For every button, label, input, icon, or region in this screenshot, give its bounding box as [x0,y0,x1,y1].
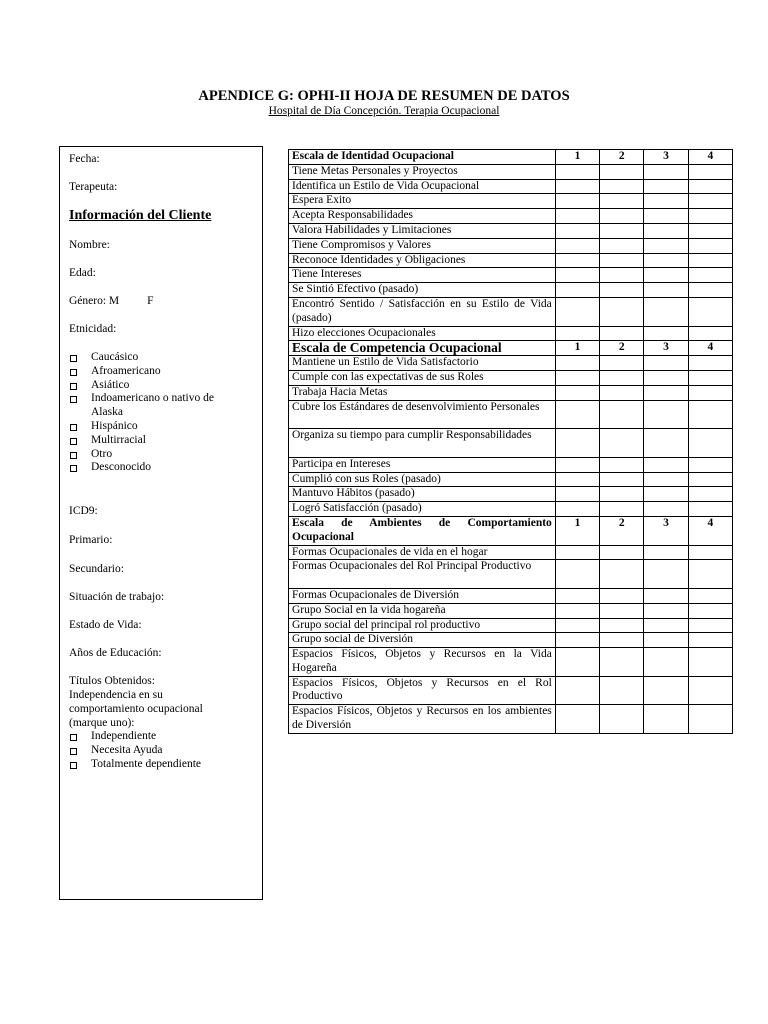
scale-item-label: Formas Ocupacionales del Rol Principal Productivo [289,560,556,589]
scale-item-row [289,238,733,253]
scale-item-row [289,194,733,209]
primario-field[interactable]: Primario: [69,534,113,546]
rating-header-4: 4 [688,341,732,356]
scale-item-row [289,253,733,268]
rating-cell-3[interactable] [644,545,688,560]
ethnicity-option[interactable]: Hispánico [69,420,259,434]
rating-cell-4[interactable] [688,297,732,326]
scale-item-row [289,297,733,326]
scale-header-identity: Escala de Identidad Ocupacional [289,150,556,165]
icd9-field[interactable]: ICD9: [69,505,98,517]
rating-cell-2[interactable] [600,385,644,400]
rating-cell-2[interactable] [600,253,644,268]
rating-cell-1[interactable] [555,633,599,648]
scale-item-label: Identifica un Estilo de Vida Ocupacional [289,179,556,194]
rating-cell-1[interactable] [555,457,599,472]
scale-header-row-competence [289,341,733,356]
rating-cell-3[interactable] [644,633,688,648]
rating-cell-2[interactable] [600,429,644,458]
rating-cell-2[interactable] [600,502,644,517]
rating-header-3: 3 [644,516,688,545]
rating-cell-1[interactable] [555,268,599,283]
rating-cell-2[interactable] [600,223,644,238]
rating-cell-2[interactable] [600,209,644,224]
scale-item-row [289,472,733,487]
rating-header-2: 2 [600,150,644,165]
scale-header-row-environment [289,516,733,545]
rating-cell-2[interactable] [600,705,644,734]
rating-cell-4[interactable] [688,194,732,209]
rating-cell-2[interactable] [600,560,644,589]
rating-cell-1[interactable] [555,370,599,385]
ophi-scales-table [288,149,733,734]
rating-cell-2[interactable] [600,545,644,560]
scale-item-row [289,179,733,194]
scale-item-label: Tiene Compromisos y Valores [289,238,556,253]
scale-item-label: Espacios Físicos, Objetos y Recursos en los ambientes de Diversión [289,705,556,734]
scale-item-label: Grupo social de Diversión [289,633,556,648]
rating-cell-1[interactable] [555,297,599,326]
scale-item-row [289,370,733,385]
rating-cell-4[interactable] [688,705,732,734]
rating-cell-4[interactable] [688,676,732,705]
rating-cell-4[interactable] [688,385,732,400]
rating-cell-3[interactable] [644,326,688,341]
rating-cell-3[interactable] [644,472,688,487]
rating-cell-4[interactable] [688,648,732,677]
scale-item-label: Cumple con las expectativas de sus Roles [289,370,556,385]
scale-header-competence: Escala de Competencia Ocupacional [289,341,556,356]
scale-item-label: Cubre los Estándares de desenvolvimiento Personales [289,400,556,429]
rating-cell-1[interactable] [555,223,599,238]
rating-cell-1[interactable] [555,603,599,618]
rating-cell-2[interactable] [600,603,644,618]
scale-item-row [289,648,733,677]
scale-item-row [289,326,733,341]
scale-item-label: Acepta Responsabilidades [289,209,556,224]
rating-cell-3[interactable] [644,502,688,517]
rating-cell-4[interactable] [688,603,732,618]
rating-cell-1[interactable] [555,326,599,341]
rating-cell-3[interactable] [644,603,688,618]
checkbox-icon[interactable] [70,465,77,472]
rating-cell-2[interactable] [600,164,644,179]
rating-cell-4[interactable] [688,283,732,298]
scale-item-label: Formas Ocupacionales de vida en el hogar [289,545,556,560]
rating-header-2: 2 [600,341,644,356]
scale-item-label: Formas Ocupacionales de Diversión [289,588,556,603]
etnicidad-label: Etnicidad: [69,323,117,335]
rating-cell-1[interactable] [555,676,599,705]
rating-cell-1[interactable] [555,502,599,517]
scale-item-label: Tiene Metas Personales y Proyectos [289,164,556,179]
rating-cell-2[interactable] [600,194,644,209]
rating-cell-2[interactable] [600,400,644,429]
rating-cell-4[interactable] [688,588,732,603]
rating-cell-3[interactable] [644,487,688,502]
ethnicity-option[interactable]: Caucásico [69,351,259,365]
titulos-field[interactable]: Títulos Obtenidos: [69,675,155,687]
rating-cell-1[interactable] [555,253,599,268]
scale-item-label: Se Sintió Efectivo (pasado) [289,283,556,298]
rating-cell-3[interactable] [644,457,688,472]
rating-cell-2[interactable] [600,618,644,633]
fecha-field[interactable]: Fecha: [69,153,100,165]
rating-cell-1[interactable] [555,238,599,253]
subtitle-text: Hospital de Día Concepción. Terapia Ocupacional [268,105,500,117]
rating-cell-2[interactable] [600,588,644,603]
scale-item-row [289,502,733,517]
situacion-trabajo-field[interactable]: Situación de trabajo: [69,591,165,603]
rating-cell-3[interactable] [644,223,688,238]
checkbox-icon[interactable] [70,452,77,459]
rating-cell-2[interactable] [600,268,644,283]
rating-cell-1[interactable] [555,429,599,458]
independencia-label: Independencia en su comportamiento ocupacional (marque uno): [69,689,203,729]
rating-cell-4[interactable] [688,400,732,429]
scale-header-row-identity [289,150,733,165]
rating-cell-3[interactable] [644,253,688,268]
scale-item-label: Cumplió con sus Roles (pasado) [289,472,556,487]
rating-cell-3[interactable] [644,400,688,429]
checkbox-icon[interactable] [70,369,77,376]
rating-cell-2[interactable] [600,648,644,677]
rating-cell-4[interactable] [688,633,732,648]
independence-option[interactable]: Independiente [69,730,259,744]
scale-item-row [289,705,733,734]
checkbox-icon[interactable] [70,383,77,390]
scale-item-row [289,356,733,371]
rating-header-4: 4 [688,516,732,545]
rating-cell-2[interactable] [600,472,644,487]
scale-item-label: Encontró Sentido / Satisfacción en su Estilo de Vida (pasado) [289,297,556,326]
scale-item-label: Grupo social del principal rol productivo [289,618,556,633]
rating-cell-1[interactable] [555,283,599,298]
scale-item-label: Espacios Físicos, Objetos y Recursos en el Rol Productivo [289,676,556,705]
scale-item-row [289,545,733,560]
rating-cell-4[interactable] [688,502,732,517]
rating-cell-1[interactable] [555,545,599,560]
rating-cell-1[interactable] [555,648,599,677]
scale-item-label: Valora Habilidades y Limitaciones [289,223,556,238]
scale-item-row [289,223,733,238]
scale-item-row [289,560,733,589]
rating-header-1: 1 [555,341,599,356]
rating-cell-3[interactable] [644,560,688,589]
rating-cell-1[interactable] [555,179,599,194]
ethnicity-option[interactable]: Otro [69,448,259,462]
scale-header-environment: Escala de Ambientes de Comportamiento Ocupacional [289,516,556,545]
rating-cell-4[interactable] [688,429,732,458]
document-subtitle [0,105,768,117]
checkbox-icon[interactable] [70,355,77,362]
rating-cell-4[interactable] [688,370,732,385]
client-info-heading: Información del Cliente [69,208,212,223]
rating-cell-3[interactable] [644,429,688,458]
checkbox-icon[interactable] [70,762,77,769]
document-title: APENDICE G: OPHI-II HOJA DE RESUMEN DE DATOS [198,88,570,104]
edad-field[interactable]: Edad: [69,267,96,279]
rating-cell-4[interactable] [688,164,732,179]
secundario-field[interactable]: Secundario: [69,563,124,575]
scale-item-label: Hizo elecciones Ocupacionales [289,326,556,341]
ethnicity-option[interactable]: Indoamericano o nativo de Alaska [69,392,259,420]
scale-item-label: Participa en Intereses [289,457,556,472]
rating-header-3: 3 [644,341,688,356]
rating-cell-4[interactable] [688,268,732,283]
ethnicity-option[interactable]: Desconocido [69,461,259,475]
rating-header-3: 3 [644,150,688,165]
rating-cell-4[interactable] [688,209,732,224]
scale-item-row [289,429,733,458]
rating-cell-4[interactable] [688,487,732,502]
rating-cell-4[interactable] [688,179,732,194]
rating-cell-2[interactable] [600,370,644,385]
rating-cell-1[interactable] [555,194,599,209]
scale-item-row [289,487,733,502]
checkbox-icon[interactable] [70,438,77,445]
checkbox-icon[interactable] [70,396,77,403]
rating-cell-3[interactable] [644,370,688,385]
scale-item-row [289,588,733,603]
scale-item-label: Grupo Social en la vida hogareña [289,603,556,618]
rating-cell-4[interactable] [688,545,732,560]
rating-cell-2[interactable] [600,457,644,472]
rating-cell-3[interactable] [644,164,688,179]
scale-item-label: Organiza su tiempo para cumplir Responsabilidades [289,429,556,458]
rating-cell-3[interactable] [644,648,688,677]
rating-cell-4[interactable] [688,560,732,589]
rating-cell-4[interactable] [688,253,732,268]
genero-label: Género: M [69,295,120,307]
rating-cell-4[interactable] [688,472,732,487]
scale-item-label: Espacios Físicos, Objetos y Recursos en la Vida Hogareña [289,648,556,677]
scale-item-row [289,603,733,618]
scale-item-label: Espera Exito [289,194,556,209]
scale-item-row [289,164,733,179]
ethnicity-option[interactable]: Asiático [69,379,259,393]
rating-cell-3[interactable] [644,179,688,194]
terapeuta-field[interactable]: Terapeuta: [69,181,118,193]
rating-cell-2[interactable] [600,238,644,253]
rating-cell-3[interactable] [644,194,688,209]
scale-item-row [289,633,733,648]
scale-item-row [289,676,733,705]
scale-item-row [289,209,733,224]
rating-cell-2[interactable] [600,297,644,326]
scale-item-label: Mantuvo Hábitos (pasado) [289,487,556,502]
scale-item-row [289,385,733,400]
rating-cell-4[interactable] [688,223,732,238]
rating-cell-3[interactable] [644,356,688,371]
rating-cell-3[interactable] [644,283,688,298]
scale-item-row [289,618,733,633]
rating-cell-1[interactable] [555,487,599,502]
rating-cell-3[interactable] [644,209,688,224]
checkbox-icon[interactable] [70,734,77,741]
rating-cell-3[interactable] [644,297,688,326]
genero-f-option[interactable]: F [147,295,154,307]
rating-cell-2[interactable] [600,326,644,341]
rating-cell-1[interactable] [555,560,599,589]
rating-cell-3[interactable] [644,238,688,253]
rating-cell-1[interactable] [555,164,599,179]
rating-cell-2[interactable] [600,676,644,705]
rating-header-1: 1 [555,516,599,545]
genero-field[interactable] [69,295,154,309]
rating-cell-1[interactable] [555,472,599,487]
rating-cell-1[interactable] [555,356,599,371]
rating-cell-3[interactable] [644,705,688,734]
estado-vida-field[interactable]: Estado de Vida: [69,619,142,631]
anios-educacion-field[interactable]: Años de Educación: [69,647,162,659]
scale-item-label: Mantiene un Estilo de Vida Satisfactorio [289,356,556,371]
rating-cell-2[interactable] [600,283,644,298]
rating-cell-2[interactable] [600,179,644,194]
rating-cell-1[interactable] [555,618,599,633]
rating-cell-4[interactable] [688,618,732,633]
independence-option[interactable]: Totalmente dependiente [69,758,259,772]
scale-item-label: Tiene Intereses [289,268,556,283]
independence-option[interactable]: Necesita Ayuda [69,744,259,758]
rating-cell-2[interactable] [600,633,644,648]
scale-item-row [289,283,733,298]
rating-header-2: 2 [600,516,644,545]
scale-item-row [289,268,733,283]
rating-header-4: 4 [688,150,732,165]
scale-item-label: Logró Satisfacción (pasado) [289,502,556,517]
rating-cell-2[interactable] [600,356,644,371]
rating-cell-3[interactable] [644,588,688,603]
ethnicity-option[interactable]: Afroamericano [69,365,259,379]
checkbox-icon[interactable] [70,748,77,755]
checkbox-icon[interactable] [70,424,77,431]
scale-item-row [289,400,733,429]
ethnicity-option[interactable]: Multirracial [69,434,259,448]
rating-cell-1[interactable] [555,385,599,400]
rating-cell-4[interactable] [688,326,732,341]
scale-item-label: Reconoce Identidades y Obligaciones [289,253,556,268]
rating-cell-1[interactable] [555,209,599,224]
rating-cell-4[interactable] [688,238,732,253]
rating-cell-3[interactable] [644,385,688,400]
independence-checklist [69,730,259,771]
rating-header-1: 1 [555,150,599,165]
rating-cell-3[interactable] [644,268,688,283]
client-info-panel [59,146,263,900]
scale-item-row [289,457,733,472]
rating-cell-4[interactable] [688,356,732,371]
nombre-field[interactable]: Nombre: [69,239,110,251]
rating-cell-2[interactable] [600,487,644,502]
rating-cell-1[interactable] [555,588,599,603]
rating-cell-4[interactable] [688,457,732,472]
ethnicity-checklist [69,351,259,475]
scale-item-label: Trabaja Hacia Metas [289,385,556,400]
rating-cell-1[interactable] [555,705,599,734]
rating-cell-3[interactable] [644,676,688,705]
rating-cell-3[interactable] [644,618,688,633]
rating-cell-1[interactable] [555,400,599,429]
